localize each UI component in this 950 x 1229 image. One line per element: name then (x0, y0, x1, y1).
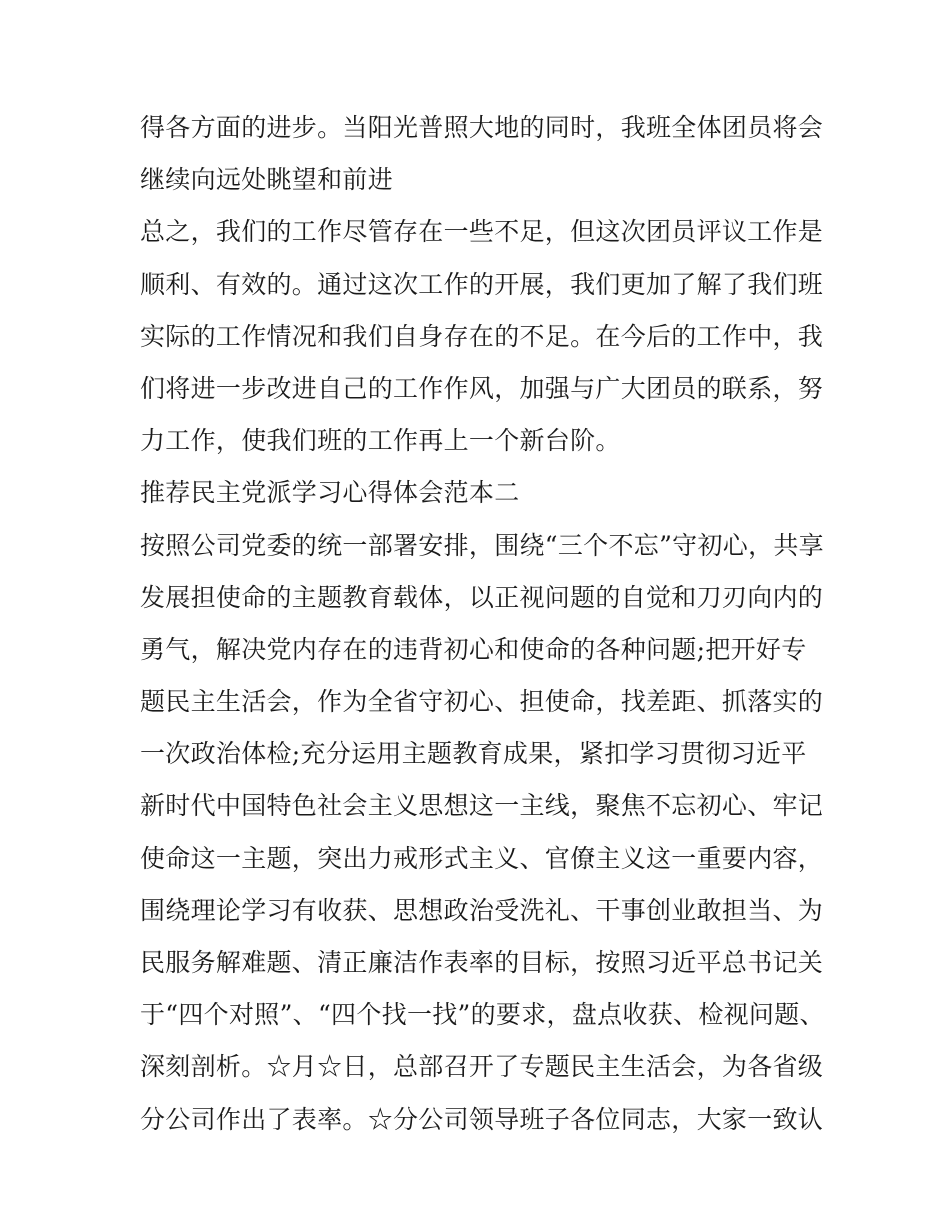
text-line: 围绕理论学习有收获、思想政治受洗礼、干事创业敢担当、为 (140, 895, 824, 925)
text-line: 得各方面的进步。当阳光普照大地的同时，我班全体团员将会 (140, 113, 824, 142)
text-line: 分公司作出了表率。☆分公司领导班子各位同志，大家一致认 (140, 1104, 824, 1134)
section-heading: 推荐民主党派学习心得体会范本二 (140, 478, 520, 508)
text-line: 们将进一步改进自己的工作作风，加强与广大团员的联系，努 (140, 373, 824, 403)
text-line: 新时代中国特色社会主义思想这一主线，聚焦不忘初心、牢记 (140, 791, 824, 821)
text-line: 发展担使命的主题教育载体，以正视问题的自觉和刀刃向内的 (140, 582, 824, 612)
text-line: 使命这一主题，突出力戒形式主义、官僚主义这一重要内容， (140, 843, 824, 873)
text-line: 深刻剖析。☆月☆日，总部召开了专题民主生活会，为各省级 (140, 1052, 824, 1082)
text-line: 题民主生活会，作为全省守初心、担使命，找差距、抓落实的 (140, 687, 824, 717)
text-line: 顺利、有效的。通过这次工作的开展，我们更加了解了我们班 (140, 269, 824, 299)
text-line: 继续向远处眺望和前进 (140, 165, 394, 195)
document-body (140, 102, 825, 1146)
text-line: 勇气，解决党内存在的违背初心和使命的各种问题;把开好专 (140, 634, 807, 664)
text-line: 民服务解难题、清正廉洁作表率的目标，按照习近平总书记关 (140, 948, 824, 977)
text-line: 于“四个对照”、“四个找一找”的要求，盘点收获、检视问题、 (140, 1000, 825, 1030)
text-line: 一次政治体检;充分运用主题教育成果，紧扣学习贯彻习近平 (140, 739, 807, 769)
text-line: 力工作，使我们班的工作再上一个新台阶。 (140, 426, 621, 456)
text-line: 实际的工作情况和我们自身存在的不足。在今后的工作中，我 (140, 321, 824, 351)
text-line: 按照公司党委的统一部署安排，围绕“三个不忘”守初心，共享 (140, 530, 824, 560)
text-line: 总之，我们的工作尽管存在一些不足，但这次团员评议工作是 (140, 217, 824, 247)
